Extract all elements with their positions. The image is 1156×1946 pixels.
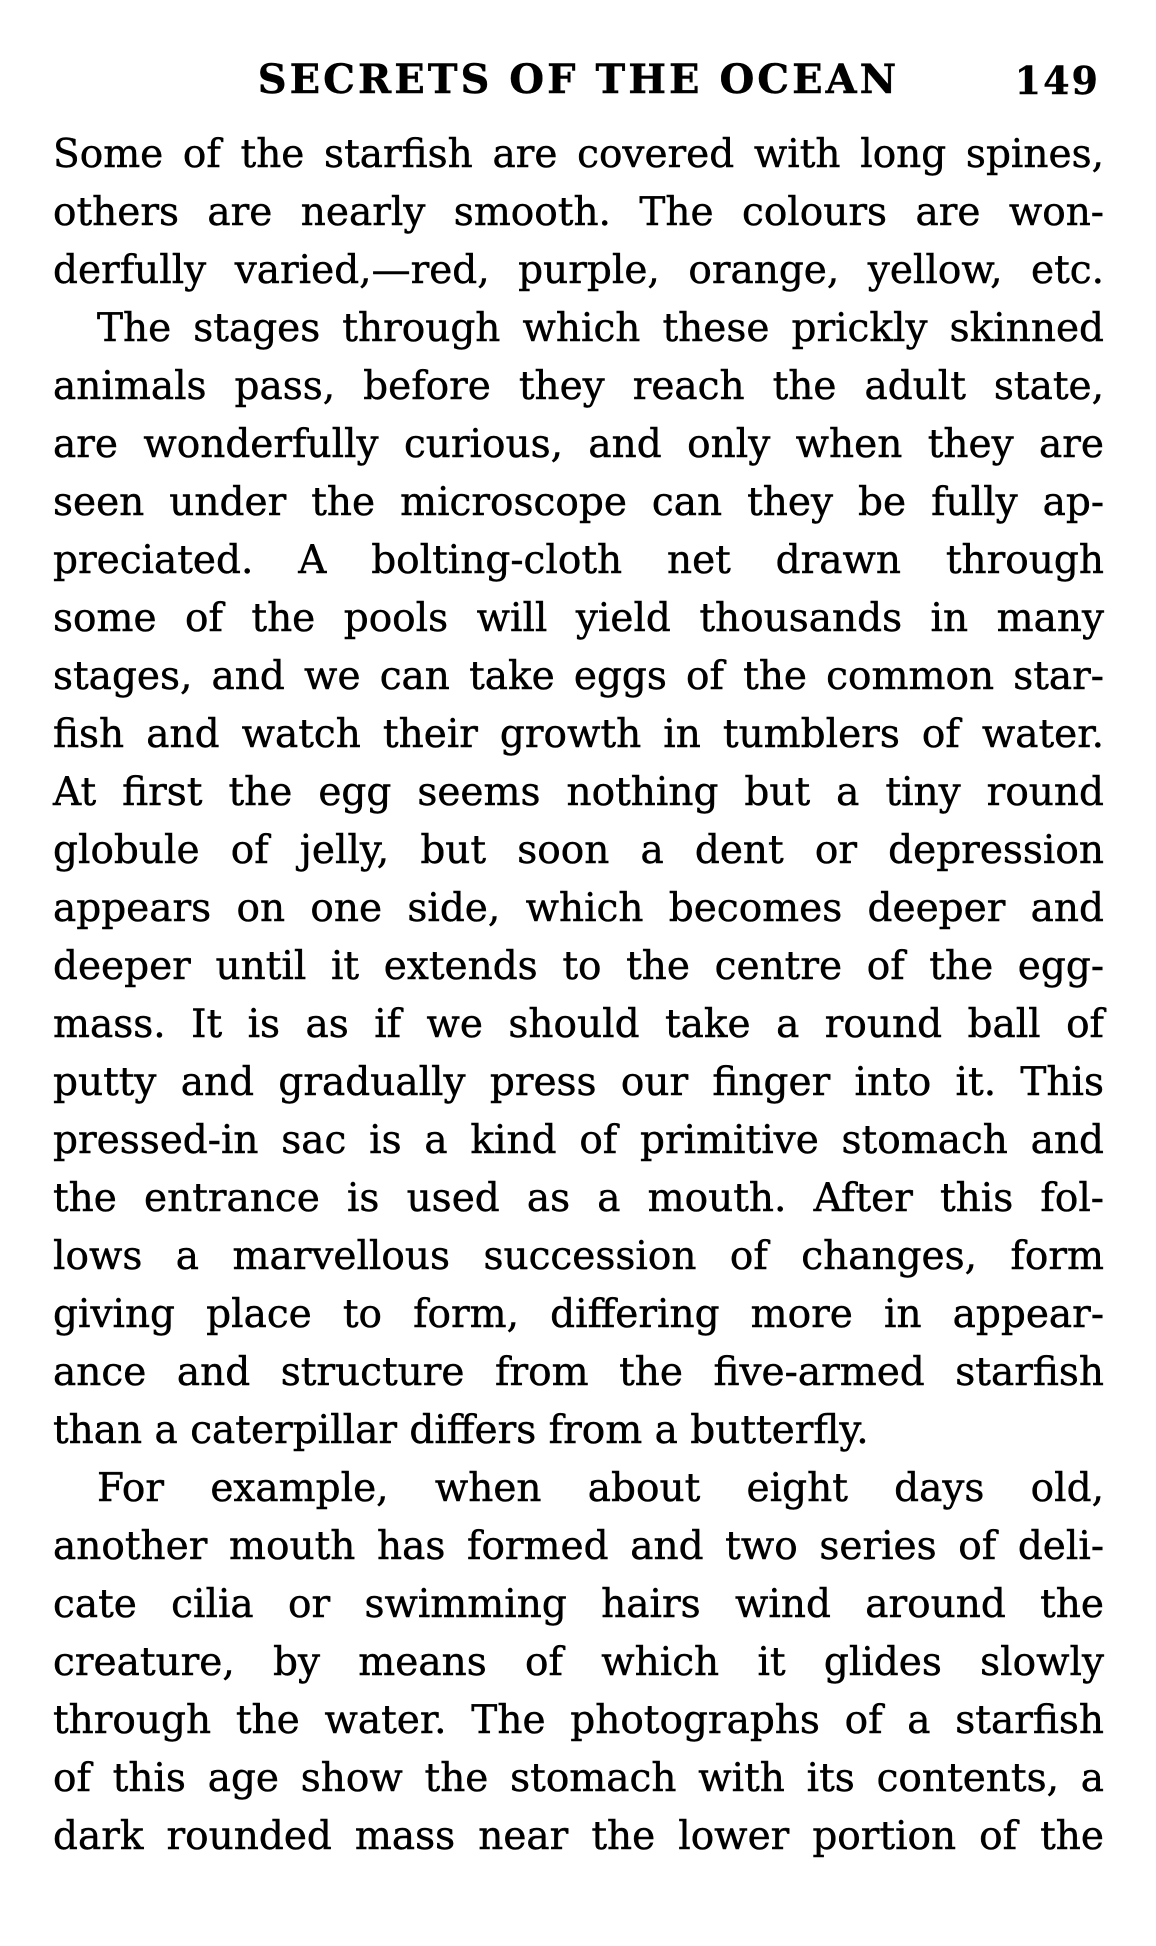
running-header-title: SECRETS OF THE OCEAN bbox=[257, 56, 900, 103]
text-line: globule of jelly, but soon a dent or depression bbox=[53, 828, 1104, 873]
text-line: mass. It is as if we should take a round ball of bbox=[53, 1002, 1104, 1047]
text-line: derfully varied,—red, purple, orange, yellow, etc. bbox=[53, 248, 1104, 293]
text-line: deeper until it extends to the centre of the egg- bbox=[53, 944, 1104, 989]
text-line: of this age show the stomach with its contents, a bbox=[53, 1756, 1104, 1801]
text-line: giving place to form, differing more in appear- bbox=[53, 1292, 1104, 1337]
text-line: seen under the microscope can they be fully ap- bbox=[53, 480, 1104, 525]
text-line: For example, when about eight days old, bbox=[97, 1466, 1104, 1511]
text-line: Some of the starfish are covered with long spines, bbox=[53, 132, 1104, 177]
page-header bbox=[53, 56, 1104, 106]
page-number: 149 bbox=[1014, 58, 1100, 103]
text-line: At first the egg seems nothing but a tiny round bbox=[53, 770, 1104, 815]
text-line: some of the pools will yield thousands in many bbox=[53, 596, 1104, 641]
text-line: than a caterpillar differs from a butterfly. bbox=[53, 1408, 869, 1453]
text-line: through the water. The photographs of a starfish bbox=[53, 1698, 1104, 1743]
text-line: preciated. A bolting-cloth net drawn through bbox=[53, 538, 1104, 583]
text-line: are wonderfully curious, and only when they are bbox=[53, 422, 1104, 467]
text-line: animals pass, before they reach the adult state, bbox=[53, 364, 1104, 409]
text-line: stages, and we can take eggs of the common star- bbox=[53, 654, 1104, 699]
text-line: others are nearly smooth. The colours are won- bbox=[53, 190, 1104, 235]
paragraph bbox=[53, 300, 1104, 1460]
paragraph bbox=[53, 1460, 1104, 1866]
text-line: fish and watch their growth in tumblers of water. bbox=[53, 712, 1104, 757]
text-line: lows a marvellous succession of changes, form bbox=[53, 1234, 1104, 1279]
text-line: cate cilia or swimming hairs wind around the bbox=[53, 1582, 1104, 1627]
text-line: creature, by means of which it glides slowly bbox=[53, 1640, 1104, 1685]
text-line: dark rounded mass near the lower portion of the bbox=[53, 1814, 1104, 1859]
text-line: putty and gradually press our finger into it. This bbox=[53, 1060, 1104, 1105]
text-line: another mouth has formed and two series of deli- bbox=[53, 1524, 1104, 1569]
text-line: The stages through which these prickly skinned bbox=[97, 306, 1104, 351]
text-line: appears on one side, which becomes deeper and bbox=[53, 886, 1104, 931]
text-line: pressed-in sac is a kind of primitive stomach and bbox=[53, 1118, 1104, 1163]
paragraph bbox=[53, 126, 1104, 300]
text-line: ance and structure from the five-armed starfish bbox=[53, 1350, 1104, 1395]
text-line: the entrance is used as a mouth. After this fol- bbox=[53, 1176, 1104, 1221]
page-text bbox=[53, 126, 1104, 1866]
